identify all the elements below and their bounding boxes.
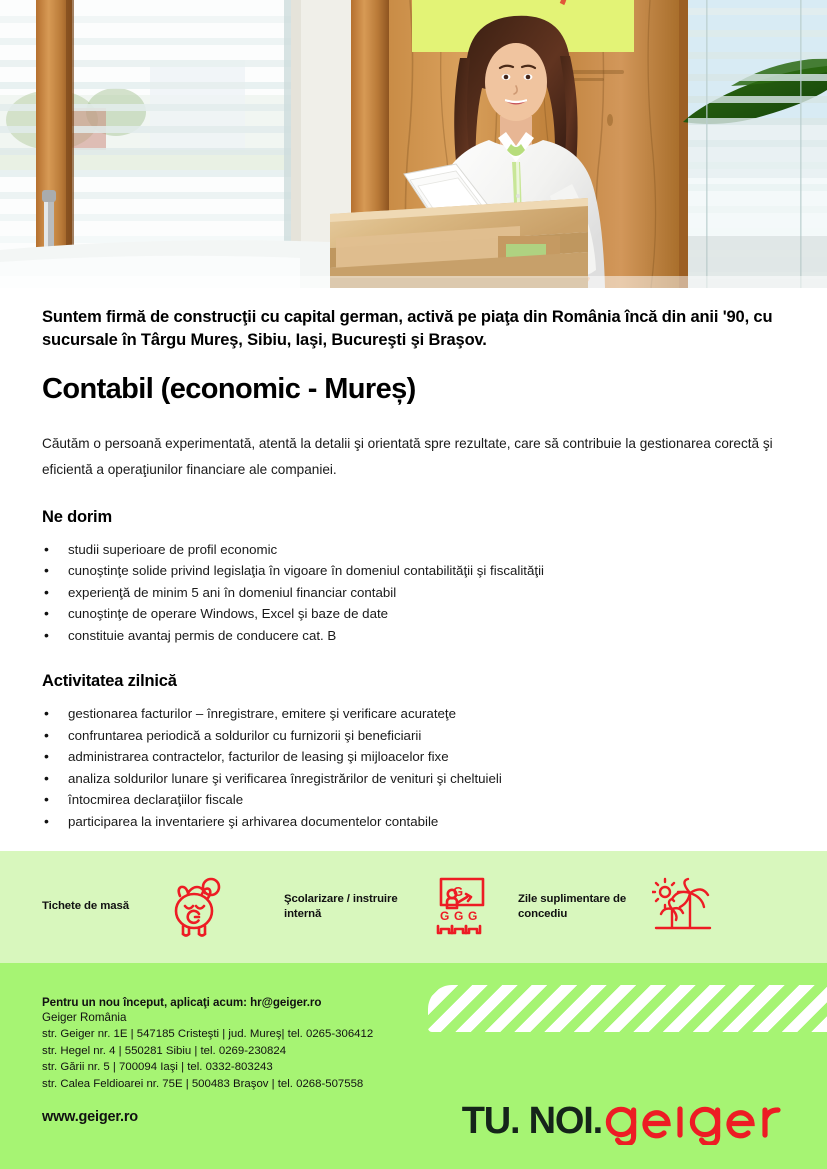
company-name: Geiger România bbox=[42, 1011, 127, 1024]
job-summary: Căutăm o persoană experimentată, atentă la detalii şi orientată spre rezultate, care să contribuie la gestionarea corectă şi eficientă a operaţiunilor financiare ale companiei. bbox=[42, 436, 773, 477]
office-address: str. Gării nr. 5 | 700094 Iaşi | tel. 0332-803243 bbox=[42, 1061, 273, 1074]
list-item: • cunoştinţe solide privind legislaţia în vigoare în domeniul contabilităţii şi fiscalităţii bbox=[42, 560, 785, 582]
svg-text:G: G bbox=[440, 909, 450, 923]
requirements-list bbox=[42, 539, 785, 647]
apply-cta[interactable]: Pentru un nou început, aplicaţi acum: hr@geiger.ro bbox=[42, 996, 322, 1009]
website-link[interactable]: www.geiger.ro bbox=[42, 1109, 138, 1125]
slogan-text: TU. NOI. bbox=[461, 1100, 602, 1142]
list-item: • constituie avantaj permis de conducere cat. B bbox=[42, 625, 785, 647]
piggy-bank-icon bbox=[166, 876, 224, 938]
office-address: str. Geiger nr. 1E | 547185 Cristeşti | jud. Mureş| tel. 0265-306412 bbox=[42, 1028, 374, 1040]
requirements-section bbox=[0, 482, 827, 647]
activities-section bbox=[0, 646, 827, 832]
list-item: • cunoştinţe de operare Windows, Excel şi baze de date bbox=[42, 603, 785, 625]
list-item: • analiza soldurilor lunare şi verificarea înregistrărilor de venituri şi cheltuieli bbox=[42, 768, 785, 790]
palm-tree-vacation-icon bbox=[652, 877, 714, 937]
activities-heading: Activitatea zilnică bbox=[42, 672, 177, 691]
benefit-label: Tichete de masă bbox=[42, 900, 129, 913]
list-item: • administrarea contractelor, facturilor de leasing şi mijloacelor fixe bbox=[42, 746, 785, 768]
geiger-logo bbox=[602, 1097, 798, 1145]
benefit-label: Şcolarizare / instruire internă bbox=[284, 892, 398, 920]
company-intro-lead: Suntem firmă de construcţii cu capital german, activă pe piaţa din România încă din anii '90, cu sucursale în Târgu Mureş, Sibiu, Iaşi, Bucureşti şi Braşov. bbox=[42, 308, 773, 349]
reception-scene-illustration bbox=[0, 0, 827, 288]
svg-text:G: G bbox=[468, 909, 478, 923]
benefit-label: Zile suplimentare de concediu bbox=[518, 892, 627, 920]
diagonal-stripe-decoration bbox=[428, 985, 827, 1032]
benefit-meal-vouchers bbox=[42, 851, 224, 963]
brand-lockup bbox=[438, 1093, 798, 1149]
svg-text:G: G bbox=[453, 884, 464, 899]
svg-text:G: G bbox=[454, 909, 464, 923]
list-item: • studii superioare de profil economic bbox=[42, 539, 785, 561]
requirements-heading: Ne dorim bbox=[42, 507, 112, 526]
classroom-training-icon bbox=[428, 876, 490, 938]
office-address: str. Hegel nr. 4 | 550281 Sibiu | tel. 0269-230824 bbox=[42, 1044, 287, 1057]
page-title: Contabil (economic - Mureș) bbox=[42, 372, 416, 405]
hero-photo bbox=[0, 0, 827, 288]
activities-list bbox=[42, 703, 785, 832]
job-content bbox=[0, 288, 827, 833]
benefits-strip bbox=[0, 851, 827, 963]
benefit-extra-vacation-days bbox=[518, 851, 714, 963]
benefit-internal-training bbox=[284, 851, 490, 963]
list-item: • participarea la inventariere şi arhivarea documentelor contabile bbox=[42, 811, 785, 833]
office-address: str. Calea Feldioarei nr. 75E | 500483 Braşov | tel. 0268-507558 bbox=[42, 1077, 364, 1090]
footer-contact-block bbox=[42, 996, 442, 1093]
list-item: • confruntarea periodică a soldurilor cu furnizorii şi beneficiarii bbox=[42, 725, 785, 747]
list-item: • gestionarea facturilor – înregistrare, emitere şi verificare acurateţe bbox=[42, 703, 785, 725]
list-item: • întocmirea declaraţiilor fiscale bbox=[42, 789, 785, 811]
geiger-wordmark bbox=[602, 1097, 798, 1145]
list-item: • experienţă de minim 5 ani în domeniul financiar contabil bbox=[42, 582, 785, 604]
